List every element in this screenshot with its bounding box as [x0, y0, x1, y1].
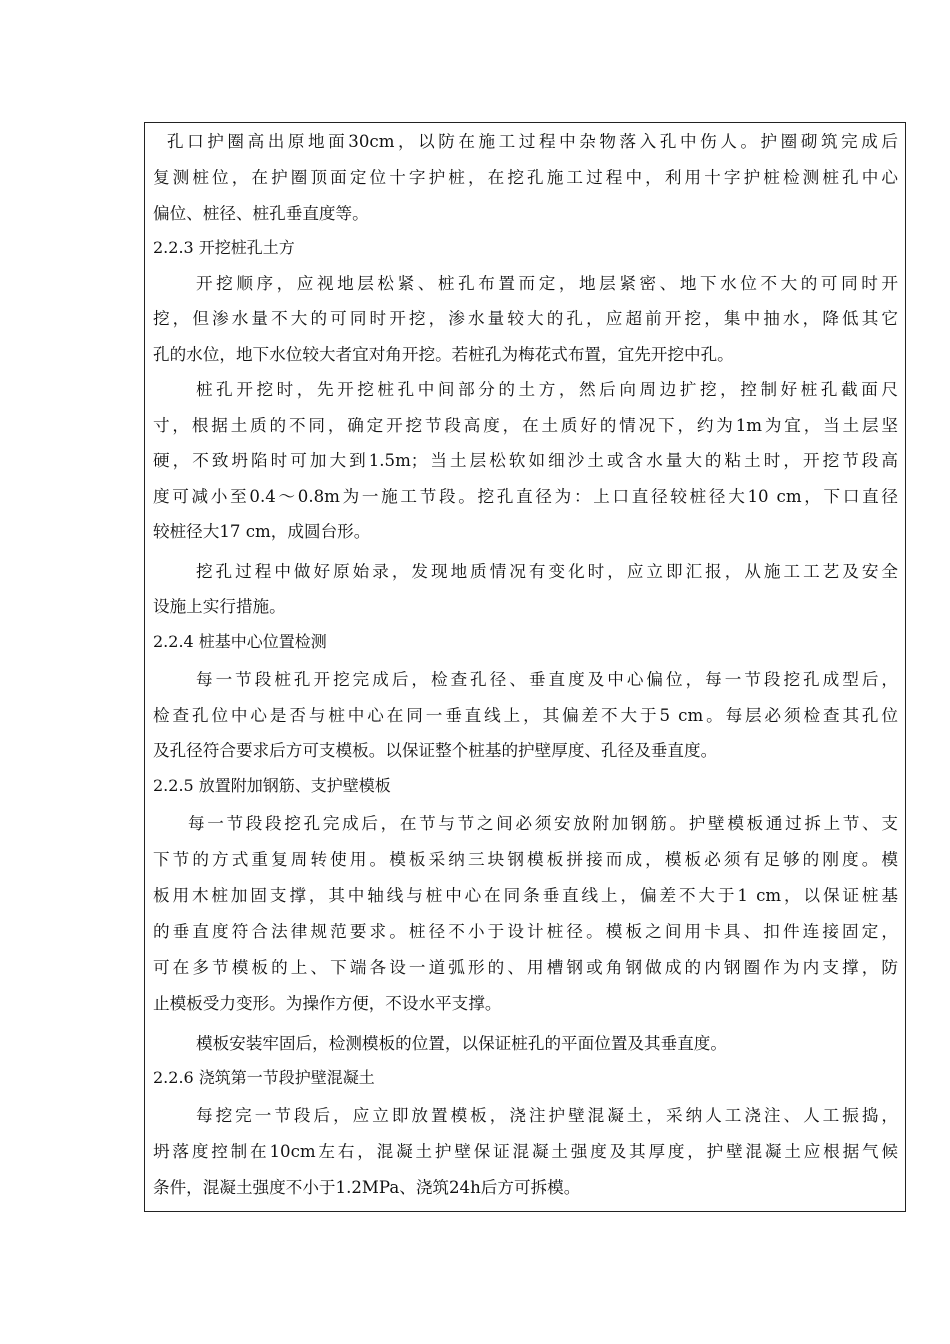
text-line-21: 下节的方式重复周转使用。模板采纳三块钢模板拼接而成，模板必须有足够的刚度。模 — [153, 850, 898, 869]
text-line-3: 偏位、桩径、桩孔垂直度等。 — [153, 204, 369, 223]
text-line-18: 及孔径符合要求后方可支模板。以保证整个桩基的护壁厚度、孔径及垂直度。 — [153, 741, 718, 760]
text-line-25: 止模板受力变形。为操作方便，不设水平支撑。 — [153, 994, 502, 1013]
section-heading-2-2-5: 2.2.5 放置附加钢筋、支护壁模板 — [153, 776, 391, 795]
text-line-9: 寸，根据土质的不同，确定开挖节段高度，在土质好的情况下，约为1m为宜，当土层坚 — [153, 416, 898, 435]
text-line-7: 孔的水位，地下水位较大者宜对角开挖。若桩孔为梅花式布置，宜先开挖中孔。 — [153, 345, 734, 364]
text-line-5: 开挖顺序，应视地层松紧、桩孔布置而定，地层紧密、地下水位不大的可同时开 — [196, 274, 898, 293]
text-line-22: 板用木桩加固支撑，其中轴线与桩中心在同条垂直线上，偏差不大于1 cm，以保证桩基 — [153, 886, 898, 905]
section-heading-2-2-6: 2.2.6 浇筑第一节段护壁混凝土 — [153, 1068, 375, 1087]
text-line-1: 孔口护圈高出原地面30cm，以防在施工过程中杂物落入孔中伤人。护圈砌筑完成后 — [167, 132, 898, 151]
text-line-8: 桩孔开挖时，先开挖桩孔中间部分的土方，然后向周边扩挖，控制好桩孔截面尺 — [196, 380, 898, 399]
text-line-17: 检查孔位中心是否与桩中心在同一垂直线上，其偏差不大于5 cm。每层必须检查其孔位 — [153, 706, 898, 725]
text-line-6: 挖，但渗水量不大的可同时开挖，渗水量较大的孔，应超前开挖，集中抽水，降低其它 — [153, 309, 898, 328]
text-line-20: 每一节段段挖孔完成后，在节与节之间必须安放附加钢筋。护壁模板通过拆上节、支 — [188, 814, 898, 833]
text-line-2: 复测桩位，在护圈顶面定位十字护桩，在挖孔施工过程中，利用十字护桩检测桩孔中心 — [153, 168, 898, 187]
section-heading-2-2-3: 2.2.3 开挖桩孔土方 — [153, 238, 295, 257]
text-line-24: 可在多节模板的上、下端各设一道弧形的、用槽钢或角钢做成的内钢圈作为内支撑，防 — [153, 958, 898, 977]
text-line-28: 每挖完一节段后，应立即放置模板，浇注护壁混凝土，采纳人工浇注、人工振捣， — [196, 1106, 898, 1125]
text-line-16: 每一节段桩孔开挖完成后，检查孔径、垂直度及中心偏位，每一节段挖孔成型后， — [196, 670, 898, 689]
text-line-26: 模板安装牢固后，检测模板的位置，以保证桩孔的平面位置及其垂直度。 — [196, 1034, 727, 1053]
text-line-12: 较桩径大17 cm，成圆台形。 — [153, 522, 371, 541]
text-line-30: 条件，混凝土强度不小于1.2MPa、浇筑24h后方可拆模。 — [153, 1178, 581, 1197]
section-heading-2-2-4: 2.2.4 桩基中心位置检测 — [153, 632, 327, 651]
text-line-13: 挖孔过程中做好原始录，发现地质情况有变化时，应立即汇报，从施工工艺及安全 — [196, 562, 898, 581]
text-line-29: 坍落度控制在10cm左右，混凝土护壁保证混凝土强度及其厚度，护壁混凝土应根据气候 — [153, 1142, 898, 1161]
text-line-23: 的垂直度符合法律规范要求。桩径不小于设计桩径。模板之间用卡具、扣件连接固定， — [153, 922, 898, 941]
text-line-10: 硬，不致坍陷时可加大到1.5m；当土层松软如细沙土或含水量大的粘土时，开挖节段高 — [153, 451, 898, 470]
text-line-11: 度可减小至0.4～0.8m为一施工节段。挖孔直径为：上口直径较桩径大10 cm，下口直径 — [153, 487, 898, 506]
text-line-14: 设施上实行措施。 — [153, 597, 286, 616]
